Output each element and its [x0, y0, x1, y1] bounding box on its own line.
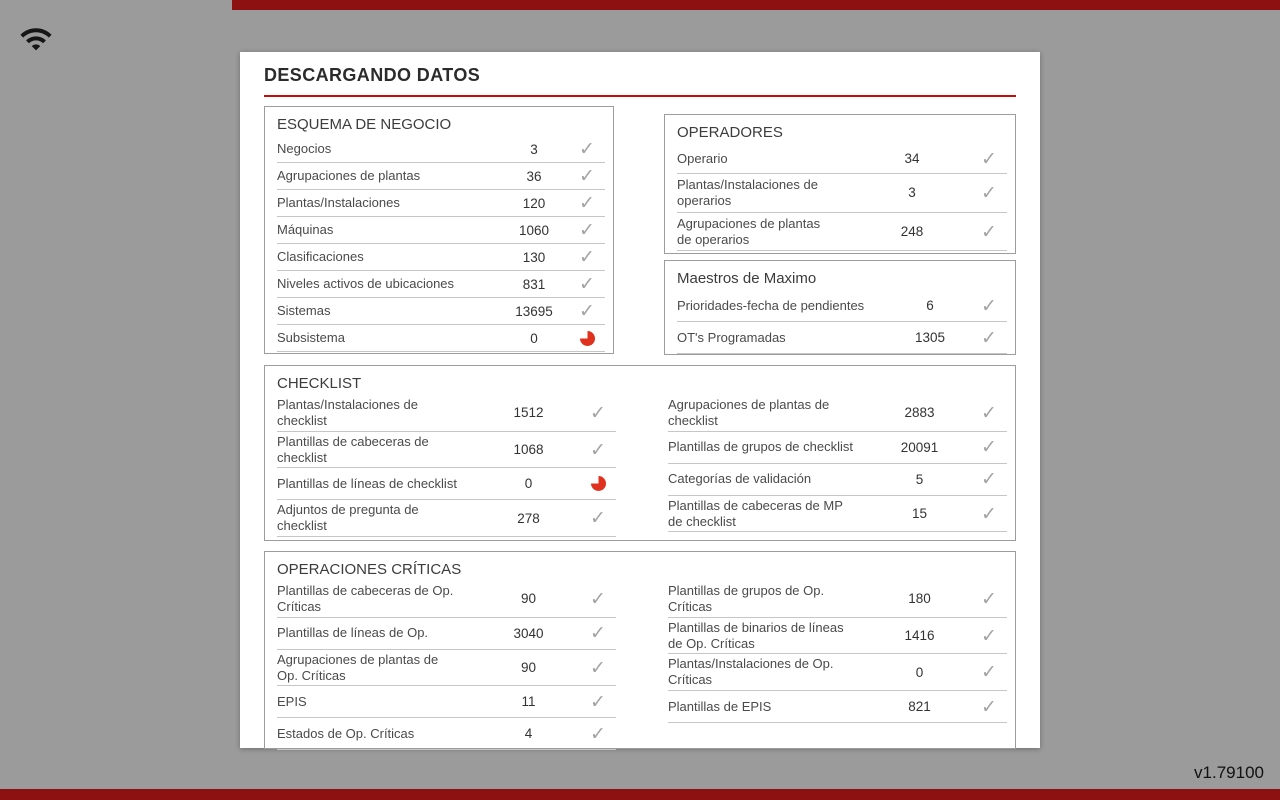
row-value: 821	[908, 699, 931, 715]
row-value: 831	[522, 276, 546, 292]
row-value: 15	[911, 506, 928, 522]
check-icon	[569, 300, 605, 322]
check-icon	[580, 691, 616, 713]
data-row	[677, 322, 1007, 354]
data-row	[277, 395, 616, 432]
row-label: Plantas/Instalaciones de checklist	[277, 397, 418, 428]
row-label: Plantillas de grupos de checklist	[668, 439, 853, 455]
data-row	[277, 468, 616, 500]
row-value: 3040	[513, 625, 544, 641]
bottom-bar	[0, 789, 1280, 800]
row-value: 180	[908, 591, 931, 607]
data-row	[668, 618, 1007, 655]
row-label: Plantillas de binarios de líneas de Op. Críticas	[668, 619, 844, 651]
title-underline	[264, 95, 1016, 97]
section-operadores	[664, 114, 1016, 254]
row-label: Categorías de validación	[668, 471, 812, 487]
data-row	[277, 581, 616, 618]
data-row	[677, 213, 1007, 252]
check-icon	[569, 165, 605, 187]
row-value: 1060	[518, 222, 550, 238]
check-icon	[971, 625, 1007, 647]
wifi-icon	[16, 22, 56, 56]
check-icon	[971, 148, 1007, 170]
row-value: 3	[908, 185, 916, 201]
row-value: 13695	[515, 303, 553, 319]
check-icon	[971, 327, 1007, 349]
row-label: Plantas/Instalaciones de Op. Críticas	[668, 656, 834, 688]
row-value: 4	[524, 726, 533, 742]
top-bar-fill	[232, 0, 1280, 10]
data-row	[277, 500, 616, 537]
row-label: Estados de Op. Críticas	[277, 726, 415, 741]
criticas-left-column	[277, 581, 616, 750]
check-icon	[971, 661, 1007, 683]
data-row	[668, 395, 1007, 432]
data-row	[277, 136, 605, 163]
row-value: 1416	[904, 628, 935, 644]
checklist-columns	[277, 395, 1007, 537]
check-icon	[971, 182, 1007, 204]
row-label: Prioridades-fecha de pendientes	[677, 297, 865, 313]
row-label: Plantillas de líneas de Op.	[277, 625, 429, 641]
section-title: ESQUEMA DE NEGOCIO	[277, 116, 452, 133]
row-label: Plantas/Instalaciones	[277, 195, 400, 211]
spinner-icon	[580, 476, 616, 491]
row-label: Agrupaciones de plantas de checklist	[668, 397, 830, 428]
row-value: 0	[530, 330, 538, 346]
section-title: OPERADORES	[677, 124, 783, 141]
check-icon	[569, 219, 605, 241]
row-value: 36	[526, 168, 542, 184]
data-row	[277, 650, 616, 687]
check-icon	[580, 622, 616, 644]
data-row	[677, 174, 1007, 213]
data-row	[668, 654, 1007, 691]
data-row	[277, 217, 605, 244]
data-row	[668, 432, 1007, 464]
check-icon	[569, 273, 605, 295]
row-value: 6	[926, 298, 934, 313]
row-value: 2883	[904, 405, 935, 421]
top-bar	[0, 0, 1280, 10]
check-icon	[971, 295, 1007, 317]
row-label: Adjuntos de pregunta de checklist	[277, 502, 419, 534]
row-label: Plantillas de cabeceras de checklist	[277, 433, 429, 465]
maestros-rows	[677, 290, 1007, 354]
data-row	[277, 244, 605, 271]
check-icon	[580, 439, 616, 461]
row-label: Plantillas de grupos de Op. Críticas	[668, 583, 825, 614]
check-icon	[580, 657, 616, 679]
row-value: 1305	[914, 330, 946, 345]
section-title: Maestros de Maximo	[677, 270, 817, 287]
check-icon	[971, 696, 1007, 718]
data-row	[677, 290, 1007, 322]
row-label: Plantillas de cabeceras de Op. Críticas	[277, 583, 454, 614]
right-column	[664, 106, 1016, 355]
row-value: 130	[522, 249, 546, 265]
row-label: Plantillas de líneas de checklist	[277, 476, 457, 491]
check-icon	[971, 468, 1007, 490]
check-icon	[580, 723, 616, 745]
row-value: 34	[904, 151, 920, 166]
row-value: 20091	[900, 439, 939, 455]
row-label: Operario	[677, 150, 728, 166]
check-icon	[971, 221, 1007, 243]
check-icon	[569, 192, 605, 214]
section-maestros-de-maximo	[664, 260, 1016, 355]
row-value: 278	[517, 510, 540, 526]
spinner-icon	[569, 331, 605, 346]
data-row	[668, 581, 1007, 618]
row-label: Negocios	[277, 141, 332, 157]
esquema-rows	[277, 136, 605, 352]
row-value: 5	[915, 471, 924, 487]
check-icon	[580, 507, 616, 529]
data-row	[277, 190, 605, 217]
data-row	[277, 271, 605, 298]
check-icon	[580, 588, 616, 610]
row-label: Plantillas de cabeceras de MP de checklist	[668, 497, 843, 529]
row-value: 1512	[513, 405, 544, 421]
row-value: 3	[530, 141, 538, 157]
check-icon	[971, 588, 1007, 610]
top-row	[264, 106, 1016, 355]
data-row	[668, 496, 1007, 533]
row-value: 1068	[513, 442, 544, 458]
data-row	[277, 618, 616, 650]
row-value: 0	[915, 664, 924, 680]
data-row	[277, 163, 605, 190]
row-label: Agrupaciones de plantas de operarios	[677, 215, 821, 247]
row-value: 248	[900, 224, 924, 240]
row-label: Sistemas	[277, 303, 331, 319]
row-label: Plantillas de EPIS	[668, 698, 772, 714]
row-value: 11	[521, 694, 536, 710]
check-icon	[569, 246, 605, 268]
check-icon	[971, 503, 1007, 525]
check-icon	[971, 402, 1007, 424]
row-value: 120	[522, 195, 546, 211]
data-row	[277, 718, 616, 750]
row-label: Agrupaciones de plantas	[277, 168, 421, 184]
row-value: 0	[524, 476, 533, 492]
data-row	[668, 464, 1007, 496]
row-label: Subsistema	[277, 330, 345, 346]
section-title: OPERACIONES CRÍTICAS	[277, 561, 462, 578]
row-value: 90	[520, 591, 537, 607]
check-icon	[580, 402, 616, 424]
row-label: Máquinas	[277, 222, 334, 238]
data-row	[668, 691, 1007, 723]
row-label: Agrupaciones de plantas de Op. Críticas	[277, 651, 439, 683]
section-title: CHECKLIST	[277, 375, 362, 392]
section-esquema-de-negocio	[264, 106, 614, 354]
row-label: EPIS	[277, 694, 307, 709]
data-row	[277, 686, 616, 718]
download-panel	[240, 52, 1040, 748]
row-value: 90	[520, 660, 537, 676]
page-title: DESCARGANDO DATOS	[264, 65, 481, 85]
section-checklist	[264, 365, 1016, 541]
checklist-left-column	[277, 395, 616, 537]
criticas-columns	[277, 581, 1007, 750]
operadores-rows	[677, 144, 1007, 251]
data-row	[277, 325, 605, 352]
row-label: Plantas/Instalaciones de operarios	[677, 177, 818, 208]
data-row	[277, 432, 616, 469]
row-label: Clasificaciones	[277, 249, 364, 265]
checklist-right-column	[668, 395, 1007, 537]
check-icon	[569, 138, 605, 160]
check-icon	[971, 436, 1007, 458]
section-operaciones-criticas	[264, 551, 1016, 749]
data-row	[677, 144, 1007, 174]
row-label: Niveles activos de ubicaciones	[277, 276, 455, 292]
criticas-right-column	[668, 581, 1007, 750]
row-label: OT's Programadas	[677, 329, 786, 345]
data-row	[277, 298, 605, 325]
version-label: v1.79100	[1194, 763, 1264, 782]
